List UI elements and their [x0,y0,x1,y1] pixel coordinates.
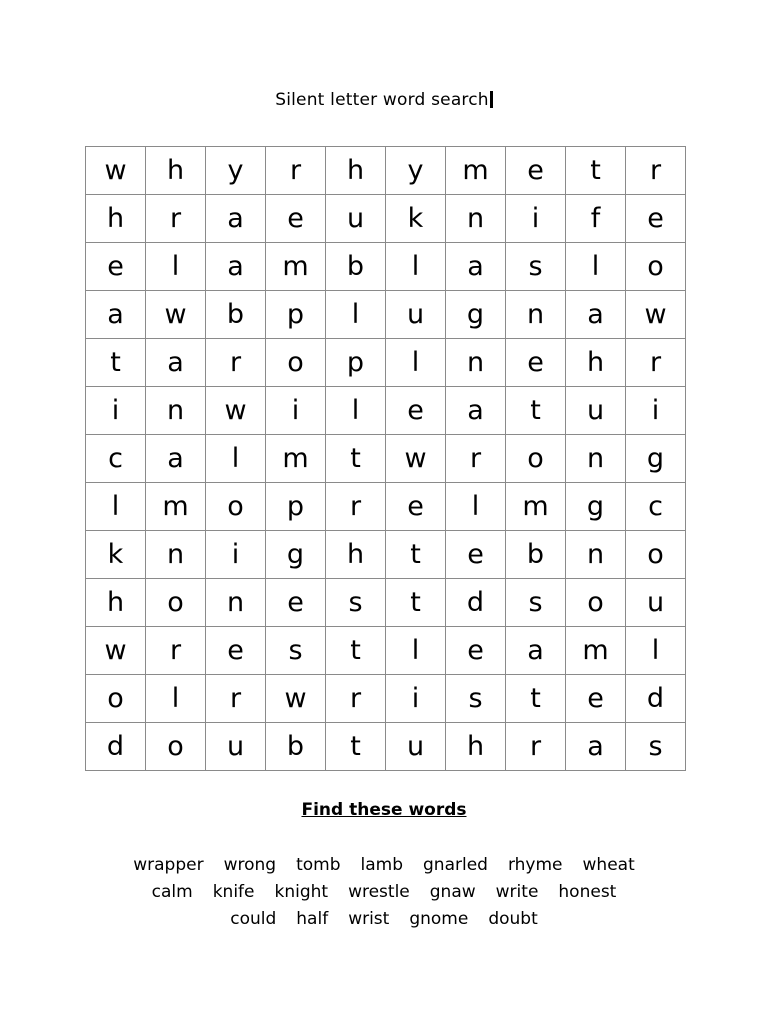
grid-cell: r [146,627,206,675]
grid-cell: i [506,195,566,243]
grid-cell: e [446,531,506,579]
grid-cell: l [386,243,446,291]
word-list-line-2 [0,882,768,902]
grid-cell: n [206,579,266,627]
grid-cell: k [86,531,146,579]
grid-cell: o [266,339,326,387]
word-list-item: wrong [223,855,277,875]
grid-cell: r [506,723,566,771]
grid-cell: h [566,339,626,387]
grid-cell: o [146,723,206,771]
grid-cell: i [206,531,266,579]
grid-cell: o [146,579,206,627]
grid-cell: a [86,291,146,339]
text-cursor-icon [490,91,493,108]
grid-cell: a [206,195,266,243]
grid-cell: r [626,147,686,195]
grid-cell: w [626,291,686,339]
word-list-item: honest [558,882,617,902]
grid-cell: l [566,243,626,291]
word-list-item: rhyme [507,855,563,875]
grid-cell: w [86,147,146,195]
word-list-item: lamb [360,855,404,875]
grid-cell: u [566,387,626,435]
word-list-item: knife [212,882,255,902]
grid-cell: i [86,387,146,435]
grid-cell: h [146,147,206,195]
grid-row [86,243,686,291]
grid-cell: r [626,339,686,387]
grid-cell: l [386,339,446,387]
grid-cell: e [506,147,566,195]
grid-cell: n [446,195,506,243]
grid-cell: t [566,147,626,195]
grid-row [86,435,686,483]
grid-cell: n [146,387,206,435]
grid-cell: s [506,243,566,291]
grid-row [86,147,686,195]
grid-cell: e [386,387,446,435]
grid-cell: a [566,723,626,771]
grid-row [86,291,686,339]
grid-cell: n [566,435,626,483]
grid-cell: m [266,435,326,483]
grid-cell: p [266,291,326,339]
grid-cell: d [446,579,506,627]
grid-cell: p [266,483,326,531]
grid-cell: u [206,723,266,771]
word-list-item: could [230,909,277,929]
word-list-item: calm [151,882,193,902]
grid-cell: r [146,195,206,243]
grid-cell: a [566,291,626,339]
grid-cell: n [446,339,506,387]
grid-cell: d [86,723,146,771]
grid-cell: t [326,627,386,675]
grid-cell: m [146,483,206,531]
grid-cell: f [566,195,626,243]
word-list-item: tomb [296,855,341,875]
grid-cell: o [206,483,266,531]
grid-row [86,627,686,675]
grid-cell: i [266,387,326,435]
grid-cell: k [386,195,446,243]
word-list-item: gnome [409,909,469,929]
grid-cell: m [446,147,506,195]
word-list-item: gnaw [429,882,476,902]
grid-cell: a [206,243,266,291]
grid-cell: u [326,195,386,243]
grid-cell: e [86,243,146,291]
grid-row [86,579,686,627]
grid-row [86,723,686,771]
word-list-item: knight [274,882,329,902]
word-list-line-1 [0,855,768,875]
grid-cell: r [266,147,326,195]
grid-cell: a [146,339,206,387]
grid-cell: n [566,531,626,579]
word-list-item: wheat [582,855,635,875]
grid-cell: t [506,675,566,723]
grid-cell: b [506,531,566,579]
grid-cell: h [326,531,386,579]
grid-cell: h [86,195,146,243]
grid-cell: a [506,627,566,675]
grid-cell: r [446,435,506,483]
grid-cell: a [146,435,206,483]
find-words-heading: Find these words [301,800,467,820]
word-list-line-3 [0,909,768,929]
grid-cell: w [206,387,266,435]
word-search-grid [85,146,686,771]
grid-cell: l [146,243,206,291]
grid-cell: u [386,291,446,339]
word-list-item: wrestle [348,882,410,902]
grid-cell: b [206,291,266,339]
word-list-item: wrist [348,909,390,929]
grid-cell: w [146,291,206,339]
grid-cell: n [146,531,206,579]
grid-cell: w [86,627,146,675]
word-list-item: gnarled [423,855,488,875]
grid-row [86,483,686,531]
grid-cell: e [566,675,626,723]
grid-cell: a [446,243,506,291]
grid-cell: c [86,435,146,483]
word-list-item: write [495,882,539,902]
grid-cell: t [86,339,146,387]
grid-cell: t [386,531,446,579]
page-title [0,90,768,110]
word-list-item: wrapper [133,855,204,875]
grid-cell: l [626,627,686,675]
grid-cell: b [266,723,326,771]
grid-cell: y [386,147,446,195]
grid-cell: l [386,627,446,675]
grid-cell: s [266,627,326,675]
grid-cell: g [266,531,326,579]
grid-cell: h [446,723,506,771]
grid-cell: o [566,579,626,627]
grid-cell: e [386,483,446,531]
grid-cell: y [206,147,266,195]
grid-cell: t [506,387,566,435]
grid-cell: s [506,579,566,627]
grid-row [86,531,686,579]
word-list-item: doubt [488,909,538,929]
grid-cell: s [446,675,506,723]
grid-cell: m [506,483,566,531]
grid-cell: l [146,675,206,723]
grid-cell: m [566,627,626,675]
grid-row [86,195,686,243]
grid-cell: r [206,339,266,387]
grid-cell: e [266,195,326,243]
grid-cell: u [626,579,686,627]
grid-cell: l [86,483,146,531]
grid-cell: n [506,291,566,339]
grid-cell: u [386,723,446,771]
grid-cell: h [326,147,386,195]
grid-row [86,339,686,387]
grid-cell: s [326,579,386,627]
grid-cell: l [446,483,506,531]
grid-cell: e [206,627,266,675]
grid-cell: b [326,243,386,291]
grid-cell: l [326,387,386,435]
grid-cell: h [86,579,146,627]
grid-cell: s [626,723,686,771]
grid-cell: w [386,435,446,483]
grid-cell: o [506,435,566,483]
grid-cell: i [626,387,686,435]
grid-cell: t [386,579,446,627]
grid-cell: d [626,675,686,723]
grid-cell: l [206,435,266,483]
grid-cell: r [206,675,266,723]
grid-cell: l [326,291,386,339]
grid-cell: a [446,387,506,435]
grid-cell: w [266,675,326,723]
grid-cell: e [266,579,326,627]
grid-cell: e [626,195,686,243]
grid-cell: e [506,339,566,387]
grid-cell: o [86,675,146,723]
grid-cell: t [326,435,386,483]
grid-cell: g [446,291,506,339]
grid-row [86,675,686,723]
grid-cell: c [626,483,686,531]
grid-cell: g [626,435,686,483]
grid-cell: e [446,627,506,675]
grid-cell: g [566,483,626,531]
grid-cell: t [326,723,386,771]
grid-cell: i [386,675,446,723]
grid-cell: o [626,243,686,291]
word-list-item: half [296,909,329,929]
grid-cell: o [626,531,686,579]
grid-cell: r [326,483,386,531]
grid-cell: r [326,675,386,723]
grid-row [86,387,686,435]
grid-cell: p [326,339,386,387]
grid-cell: m [266,243,326,291]
page-title-text: Silent letter word search [275,90,489,110]
